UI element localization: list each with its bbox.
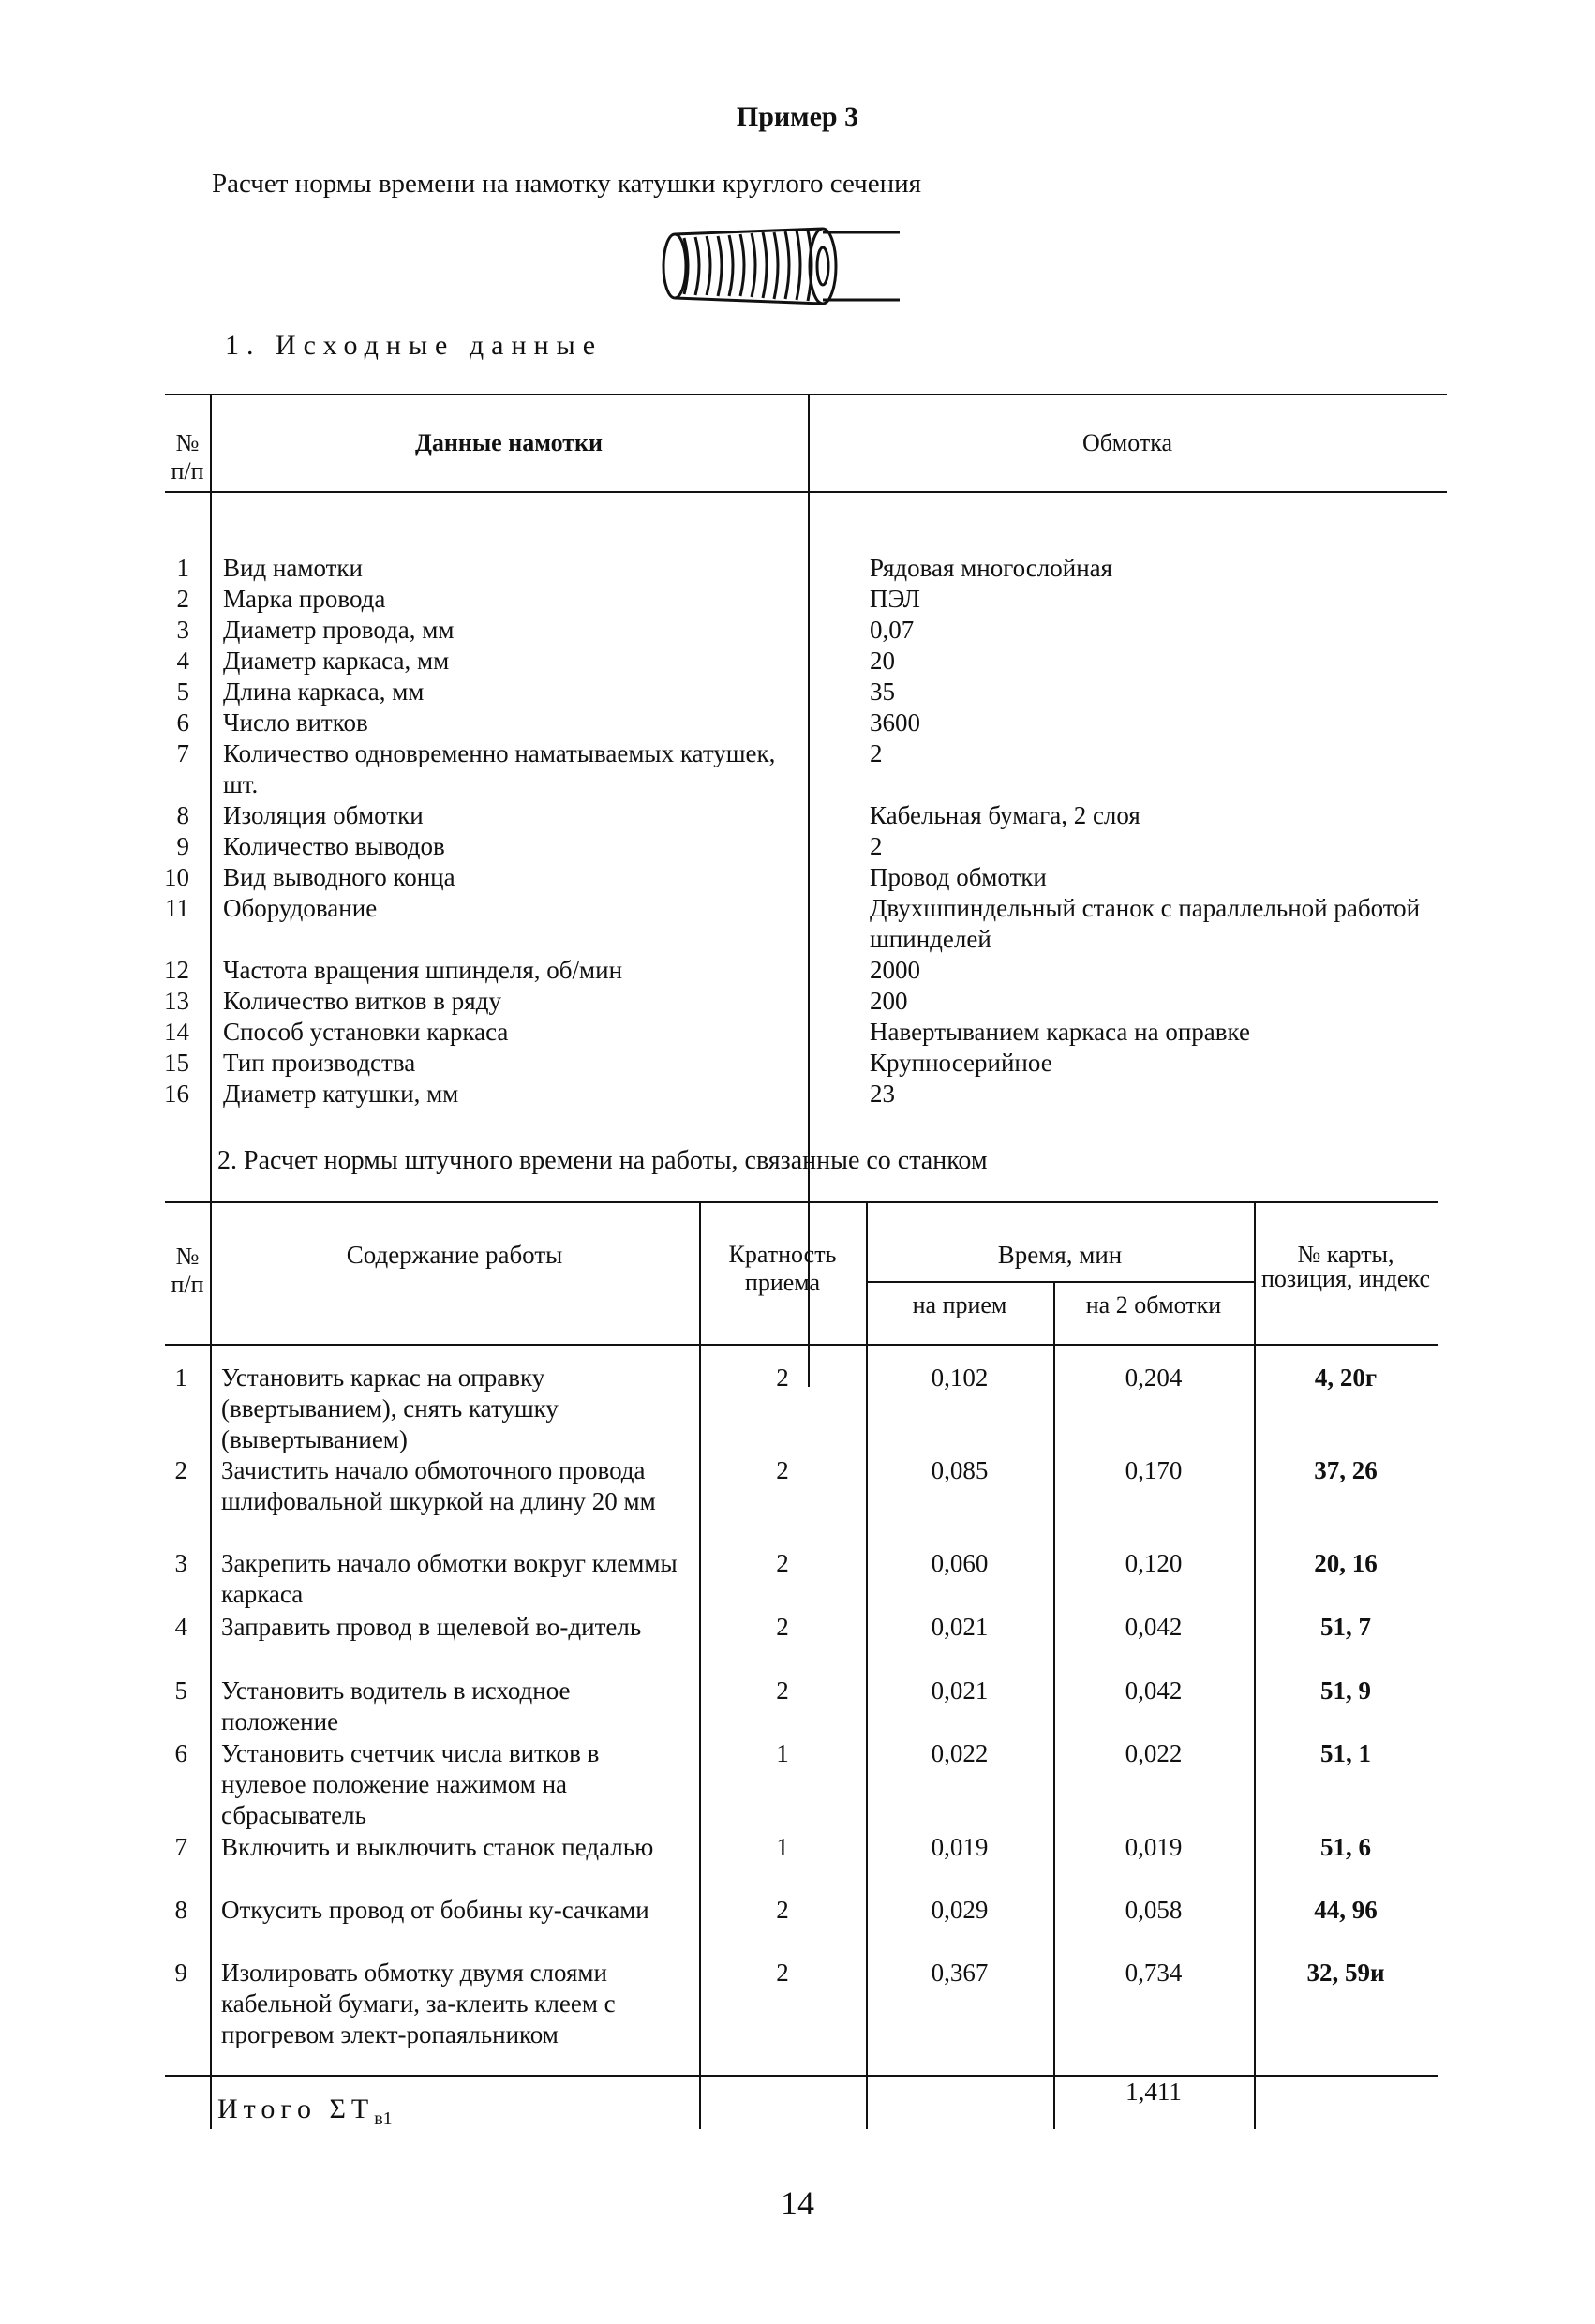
document-subtitle: Расчет нормы времени на намотку катушки круглого сечения	[212, 169, 922, 199]
t1-row-label: Частота вращения шпинделя, об/мин	[223, 956, 623, 984]
t1-row-num: 1	[176, 554, 189, 582]
t2-row-content: Установить счетчик числа витков в нулевое положение нажимом на сбрасыватель	[221, 1739, 600, 1829]
t1-row-num: 2	[176, 585, 189, 613]
t2-row-content: Установить каркас на оправку (ввертыванием), снять катушку (вывертыванием)	[221, 1363, 559, 1453]
t1-row-num: 9	[176, 832, 189, 860]
t2-row-content: Изолировать обмотку двумя слоями кабельной бумаги, за-клеить клеем с прогревом элект-ропаяльником	[221, 1959, 616, 2048]
t1-row-value: 2	[870, 739, 883, 767]
t2-row-time-per-op: 0,019	[931, 1833, 989, 1861]
t2-row-card: 51, 7	[1320, 1613, 1371, 1641]
t2-row-num: 9	[174, 1959, 187, 1987]
t2-row-card: 51, 6	[1320, 1833, 1371, 1861]
t2-header-per-two: на 2 обмотки	[1085, 1291, 1222, 1318]
t2-row-multiplicity: 2	[776, 1549, 789, 1577]
t2-row-num: 3	[174, 1549, 187, 1577]
t1-row-num: 10	[164, 863, 189, 891]
t1-row-num: 12	[164, 956, 189, 984]
t2-row-card: 44, 96	[1314, 1896, 1378, 1924]
t1-row-label: Количество выводов	[223, 832, 445, 860]
t2-row-time-per-op: 0,021	[931, 1676, 989, 1705]
t2-row-time-per-two: 0,204	[1125, 1363, 1183, 1392]
t1-header-data: Данные намотки	[415, 429, 603, 456]
t2-header-time: Время, мин	[997, 1241, 1123, 1269]
t2-row-card: 51, 9	[1320, 1676, 1371, 1705]
t1-row-value: 20	[870, 647, 895, 675]
t2-row-time-per-two: 0,042	[1125, 1676, 1183, 1705]
t1-row-value: 2	[870, 832, 883, 860]
t2-row-time-per-op: 0,367	[931, 1959, 989, 1987]
t2-row-multiplicity: 2	[776, 1959, 789, 1987]
t2-row-num: 1	[174, 1363, 187, 1392]
t2-total-label: Итого $\Sigma Т_{в1}$	[217, 2093, 393, 2129]
t2-row-time-per-two: 0,170	[1125, 1456, 1183, 1484]
t2-row-content: Включить и выключить станок педалью	[221, 1833, 654, 1861]
t2-row-num: 2	[174, 1456, 187, 1484]
t2-row-time-per-two: 0,058	[1125, 1896, 1183, 1924]
t1-row-label: Диаметр каркаса, мм	[223, 647, 450, 675]
t2-row-num: 8	[174, 1896, 187, 1924]
t1-row-label: Вид намотки	[223, 554, 363, 582]
t1-row-label: Тип производства	[223, 1049, 416, 1077]
t2-row-content: Зачистить начало обмоточного провода шлифовальной шкуркой на длину 20 мм	[221, 1456, 656, 1515]
t1-row-label: Количество одновременно наматываемых катушек, шт.	[223, 739, 776, 798]
t2-row-time-per-op: 0,021	[931, 1613, 989, 1641]
t2-row-card: 4, 20г	[1314, 1363, 1378, 1392]
coil-illustration	[656, 214, 909, 319]
t1-row-num: 6	[176, 708, 189, 737]
t1-row-value: Крупносерийное	[870, 1049, 1052, 1077]
t2-row-num: 6	[174, 1739, 187, 1767]
t1-row-num: 16	[164, 1080, 189, 1108]
t1-row-num: 3	[176, 616, 189, 644]
t1-row-value: Рядовая многослойная	[870, 554, 1113, 582]
t2-row-time-per-op: 0,102	[931, 1363, 989, 1392]
t1-row-label: Количество витков в ряду	[223, 987, 501, 1015]
t1-row-label: Длина каркаса, мм	[223, 678, 425, 706]
t2-row-time-per-two: 0,019	[1125, 1833, 1183, 1861]
t2-row-time-per-two: 0,042	[1125, 1613, 1183, 1641]
t2-row-content: Заправить провод в щелевой во-дитель	[221, 1613, 642, 1641]
t1-header-num: № п/п	[171, 429, 204, 484]
t2-row-multiplicity: 2	[776, 1363, 789, 1392]
t2-row-card: 32, 59и	[1306, 1959, 1385, 1987]
t2-row-content: Откусить провод от бобины ку-сачками	[221, 1896, 649, 1924]
t1-row-num: 15	[164, 1049, 189, 1077]
t1-row-num: 5	[176, 678, 189, 706]
t1-row-value: 200	[870, 987, 908, 1015]
t1-row-value: Навертыванием каркаса на оправке	[870, 1018, 1250, 1046]
t1-row-label: Вид выводного конца	[223, 863, 455, 891]
t2-row-time-per-two: 0,734	[1125, 1959, 1183, 1987]
t2-header-multiplicity: Кратность приема	[728, 1241, 837, 1296]
t1-row-value: Провод обмотки	[870, 863, 1047, 891]
page-number: 14	[781, 2184, 814, 2222]
t1-row-num: 11	[165, 894, 189, 922]
t1-row-num: 14	[164, 1018, 189, 1046]
t1-row-num: 8	[176, 801, 189, 829]
example-title: Пример 3	[736, 101, 859, 132]
t1-row-num: 7	[176, 739, 189, 767]
t2-row-card: 51, 1	[1320, 1739, 1371, 1767]
t2-row-time-per-op: 0,085	[931, 1456, 989, 1484]
t2-row-card: 37, 26	[1314, 1456, 1378, 1484]
t1-row-value: Двухшпиндельный станок с параллельной работой шпинделей	[870, 894, 1421, 953]
t2-row-num: 5	[174, 1676, 187, 1705]
t1-row-label: Оборудование	[223, 894, 378, 922]
t2-row-time-per-op: 0,060	[931, 1549, 989, 1577]
t2-row-multiplicity: 2	[776, 1613, 789, 1641]
t1-row-value: Кабельная бумага, 2 слоя	[870, 801, 1140, 829]
t1-row-value: 3600	[870, 708, 920, 737]
t2-row-time-per-op: 0,029	[931, 1896, 989, 1924]
t1-row-value: 0,07	[870, 616, 915, 644]
t1-row-value: 2000	[870, 956, 920, 984]
t2-row-multiplicity: 1	[776, 1739, 789, 1767]
t2-row-time-per-op: 0,022	[931, 1739, 989, 1767]
t2-row-content: Закрепить начало обмотки вокруг клеммы каркаса	[221, 1549, 678, 1608]
t1-row-num: 13	[164, 987, 189, 1015]
t1-row-label: Диаметр провода, мм	[223, 616, 455, 644]
t1-row-label: Изоляция обмотки	[223, 801, 424, 829]
t2-row-multiplicity: 2	[776, 1676, 789, 1705]
t1-row-value: 35	[870, 678, 895, 706]
t2-total-value: 1,411	[1125, 2078, 1182, 2106]
t1-row-num: 4	[176, 647, 189, 675]
t2-row-multiplicity: 2	[776, 1896, 789, 1924]
t2-row-num: 7	[174, 1833, 187, 1861]
t2-row-time-per-two: 0,022	[1125, 1739, 1183, 1767]
t2-header-num: № п/п	[171, 1243, 204, 1298]
t1-row-label: Марка провода	[223, 585, 386, 613]
t2-row-content: Установить водитель в исходное положение	[221, 1676, 571, 1736]
t2-row-num: 4	[174, 1613, 187, 1641]
t1-row-value: 23	[870, 1080, 895, 1108]
t2-header-content: Содержание работы	[346, 1241, 563, 1269]
t2-row-time-per-two: 0,120	[1125, 1549, 1183, 1577]
t1-header-winding: Обмотка	[1081, 429, 1172, 456]
t2-row-card: 20, 16	[1314, 1549, 1378, 1577]
t2-row-multiplicity: 1	[776, 1833, 789, 1861]
section-1-title: 1. Исходные данные	[225, 330, 604, 361]
t2-header-per-op: на прием	[912, 1291, 1007, 1318]
t1-row-label: Способ установки каркаса	[223, 1018, 509, 1046]
t1-row-label: Число витков	[223, 708, 368, 737]
t2-header-card: № карты, позиция, индекс	[1260, 1241, 1430, 1292]
section-2-title: 2. Расчет нормы штучного времени на работы, связанные со станком	[217, 1146, 988, 1175]
t2-row-multiplicity: 2	[776, 1456, 789, 1484]
t1-row-value: ПЭЛ	[870, 585, 920, 613]
t1-row-label: Диаметр катушки, мм	[223, 1080, 459, 1108]
